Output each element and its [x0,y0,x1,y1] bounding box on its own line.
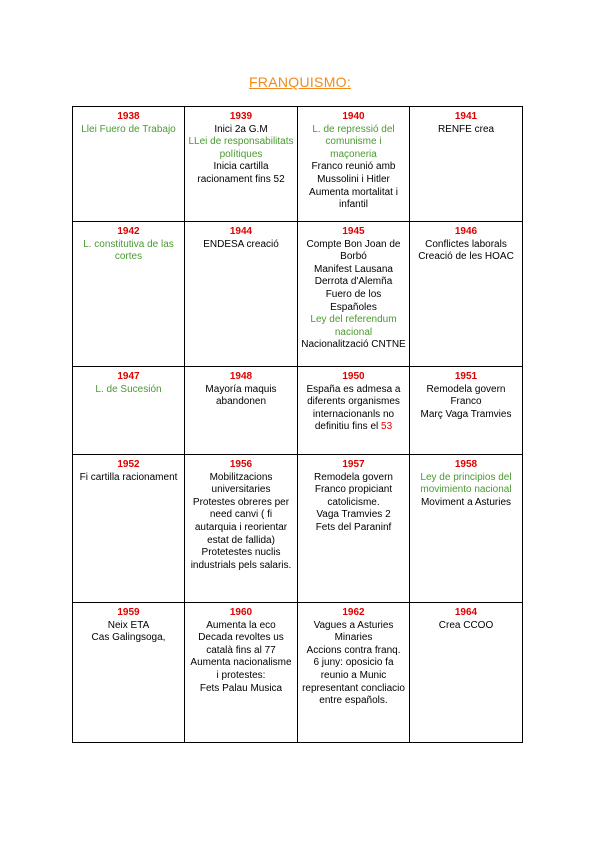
year-cell [73,367,185,455]
year-label: 1959 [117,607,140,618]
event-entry: Conflictes laborals [425,238,507,250]
event-entry: Aumenta nacionalisme i protestes: [190,657,292,681]
year-cell [298,222,410,367]
page-title: FRANQUISMO: [248,74,352,90]
year-label: 1938 [117,111,140,122]
event-entry: Fets del Paraninf [315,521,392,533]
law-entry: L. de Sucesión [95,383,162,395]
event-entry: Creació de les HOAC [418,251,514,263]
year-label: 1951 [454,371,478,382]
year-cell [298,603,410,743]
year-label: 1952 [117,459,140,470]
event-entry: Moviment a Asturies [420,496,512,508]
event-entry: Vagues a Asturies Minaries [313,619,394,644]
year-cell [410,367,523,455]
event-entry: Fuero de los Españoles [325,288,382,313]
year-cell [185,367,298,455]
event-entry: Mobilitzacions universitaries [209,471,273,496]
event-entry: Març Vaga Tramvies [420,408,512,420]
event-entry: Fi cartilla racionament [79,471,178,483]
year-cell [298,367,410,455]
year-cell [185,455,298,603]
event-entry: Mayoría maquis abandonen [205,383,277,408]
table-row [73,455,523,603]
year-cell [410,107,523,222]
event-entry: Aumenta mortalitat i infantil [309,186,398,211]
highlight-year: 53 [381,421,393,433]
law-entry: Ley del referendum nacional [310,314,397,338]
event-entry: Protestes obreres per need canvi ( fi autarquia i reorientar estat de fallida) [192,496,290,546]
year-label: 1942 [117,226,140,237]
law-entry: L. de repressió del comunisme i maçoneria [312,123,395,160]
year-cell [73,107,185,222]
timeline-table [72,106,523,743]
table-row [73,222,523,367]
table-row [73,367,523,455]
event-entry: Crea CCOO [438,619,494,631]
event-entry: Neix ETA [107,619,150,631]
year-label: 1947 [117,371,140,382]
event-entry: Franco reunió amb Mussolini i Hitler [311,161,396,185]
event-entry: Cas Galingsoga, [91,632,166,644]
event-entry: Manifest Lausana [314,263,393,275]
event-entry: Derrota d'Alemña [314,276,393,288]
table-row [73,603,523,743]
event-entry: ENDESA creació [203,238,279,250]
event-entry: Fets Palau Musica [199,682,283,694]
year-cell [73,455,185,603]
year-label: 1941 [454,111,478,122]
year-cell [185,603,298,743]
event-entry: Compte Bon Joan de Borbó [306,238,401,263]
year-label: 1948 [229,371,253,382]
event-entry: RENFE crea [437,123,495,135]
event-entry: Inici 2a G.M [214,123,268,135]
year-cell [410,603,523,743]
event-entry: Vaga Tramvies 2 [316,509,391,521]
year-cell [73,222,185,367]
year-cell [410,222,523,367]
law-entry: LLei de responsabilitats polítiques [188,136,294,160]
year-label: 1958 [454,459,478,470]
year-label: 1960 [229,607,253,618]
year-cell [73,603,185,743]
year-label: 1950 [342,371,365,382]
year-label: 1956 [229,459,253,470]
event-entry: Inicia cartilla racionament fins 52 [197,161,285,185]
event-entry: Accions contra franq. [306,644,401,656]
table-row [73,107,523,222]
event-entry: Nacionalització CNTNE [301,339,406,351]
event-entry: Remodela govern Franco propiciant catolicisme. [314,471,393,508]
year-label: 1945 [342,226,365,237]
year-cell [410,455,523,603]
year-cell [298,455,410,603]
law-entry: Llei Fuero de Trabajo [81,123,176,135]
year-label: 1944 [229,226,253,237]
year-label: 1940 [342,111,365,122]
event-entry: Protetestes nuclis industrials pels salaris. [190,547,292,571]
event-entry: Decada revoltes us català fins al 77 [198,632,284,656]
event-entry: 6 juny: oposicio fa reunio a Munic representant concliacio entre españols. [302,657,405,707]
year-label: 1957 [342,459,365,470]
year-label: 1964 [454,607,478,618]
event-entry: Aumenta la eco [206,619,276,631]
year-label: 1962 [342,607,365,618]
year-label: 1946 [454,226,478,237]
law-entry: L. constitutiva de las cortes [83,238,174,263]
year-label: 1939 [229,111,253,122]
law-entry: Ley de principios del movimiento nacional [420,471,512,496]
event-entry: España es admesa a diferents organismes internacionanls no definitiu fins el 53 [306,383,401,433]
year-cell [298,107,410,222]
event-entry: Remodela govern Franco [426,383,506,408]
year-cell [185,222,298,367]
year-cell [185,107,298,222]
